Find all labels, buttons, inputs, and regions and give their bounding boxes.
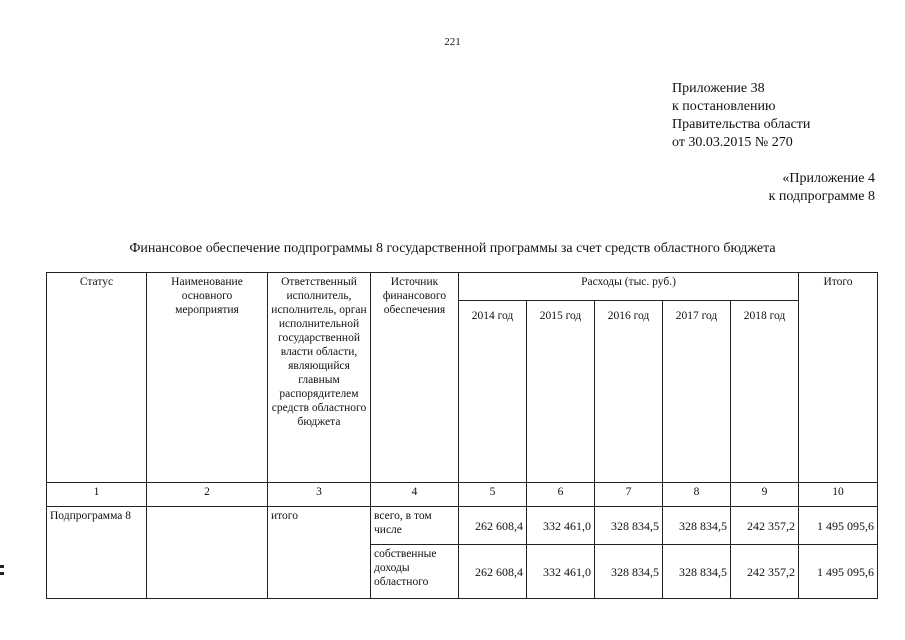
row-status: Подпрограмма 8 (47, 507, 147, 599)
row-value: 242 357,2 (731, 507, 799, 545)
header-total: Итого (799, 273, 878, 483)
column-number: 7 (595, 483, 663, 507)
row-total: 1 495 095,6 (799, 507, 878, 545)
row-total: 1 495 095,6 (799, 545, 878, 599)
column-number-row (47, 483, 878, 507)
appendix-sub-line: «Приложение 4 (782, 171, 875, 186)
column-number: 6 (527, 483, 595, 507)
header-year: 2017 год (663, 301, 731, 483)
row-source: собственные доходы областного (371, 545, 459, 599)
column-number: 10 (799, 483, 878, 507)
scan-mark (0, 565, 4, 568)
row-value: 262 608,4 (459, 507, 527, 545)
header-expenses: Расходы (тыс. руб.) (459, 273, 799, 301)
appendix-line: Приложение 38 (672, 81, 765, 96)
header-year: 2018 год (731, 301, 799, 483)
page-number: 221 (444, 36, 461, 48)
appendix-line: от 30.03.2015 № 270 (672, 135, 793, 150)
scan-mark (0, 572, 4, 575)
column-number: 5 (459, 483, 527, 507)
header-source: Источник финансового обеспечения (371, 273, 459, 483)
appendix-line: к постановлению (672, 99, 776, 114)
appendix-block (672, 80, 810, 152)
appendix-sub-line: к подпрограмме 8 (768, 189, 875, 204)
header-name: Наименование основного мероприятия (147, 273, 268, 483)
column-number: 4 (371, 483, 459, 507)
appendix-line: Правительства области (672, 117, 811, 132)
header-status: Статус (47, 273, 147, 483)
row-value: 262 608,4 (459, 545, 527, 599)
row-executor: итого (268, 507, 371, 599)
table-row (47, 507, 878, 545)
row-value: 328 834,5 (595, 507, 663, 545)
financing-table (46, 272, 878, 599)
header-executor: Ответственный исполнитель, исполнитель, орган исполнительной государственной власти области, являющийся главным распорядителем средств областного бюджета (268, 273, 371, 483)
header-year: 2015 год (527, 301, 595, 483)
document-title: Финансовое обеспечение подпрограммы 8 государственной программы за счет средств областного бюджета (129, 241, 776, 256)
header-year: 2014 год (459, 301, 527, 483)
column-number: 2 (147, 483, 268, 507)
column-number: 8 (663, 483, 731, 507)
row-value: 242 357,2 (731, 545, 799, 599)
column-number: 9 (731, 483, 799, 507)
row-name (147, 507, 268, 599)
header-year: 2016 год (595, 301, 663, 483)
row-value: 328 834,5 (663, 507, 731, 545)
column-number: 1 (47, 483, 147, 507)
row-value: 328 834,5 (663, 545, 731, 599)
row-source: всего, в том числе (371, 507, 459, 545)
column-number: 3 (268, 483, 371, 507)
row-value: 332 461,0 (527, 545, 595, 599)
row-value: 332 461,0 (527, 507, 595, 545)
appendix-sub-block (769, 170, 875, 206)
row-value: 328 834,5 (595, 545, 663, 599)
